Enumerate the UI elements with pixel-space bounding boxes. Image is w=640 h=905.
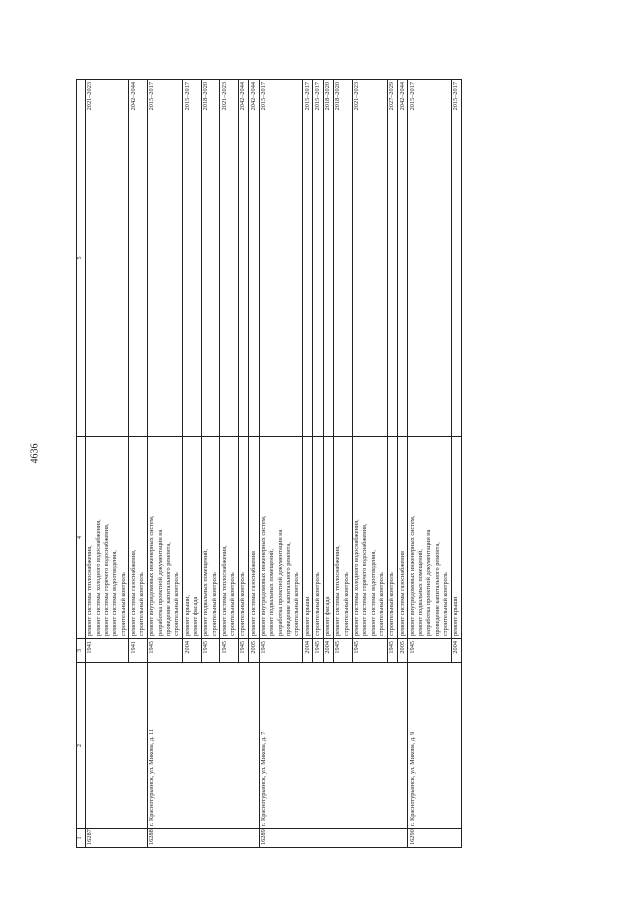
- work-description-cell: ремонт системы холодного водоснабжения, ремонт системы горячего водоснабжения, ремонт системы водоотведения, строительный контроль: [352, 437, 387, 639]
- building-number: 16289.: [259, 829, 408, 848]
- year-cell: 1945: [259, 639, 302, 663]
- table-row: [147, 80, 182, 848]
- building-number: 16288.: [147, 829, 259, 848]
- year-cell: 2005: [398, 639, 408, 663]
- period-cell: 2015–2017: [259, 80, 302, 437]
- period-cell: 2018–2020: [323, 80, 333, 437]
- year-cell: 1945: [147, 639, 182, 663]
- table-row: [408, 80, 451, 848]
- work-description-cell: ремонт крыши, ремонт фасада: [183, 437, 202, 639]
- header-col-4: 4: [77, 437, 86, 639]
- period-cell: 2018–2020: [333, 80, 352, 437]
- building-number: 16287.: [85, 829, 147, 848]
- year-cell: 1945: [201, 639, 220, 663]
- year-cell: 2004: [303, 639, 313, 663]
- building-address: г. Краснотурьинск, ул. Микова, д. 11: [147, 663, 259, 829]
- period-cell: 2015–2017: [451, 80, 461, 437]
- header-row: [77, 80, 86, 848]
- page-number: 4636: [29, 443, 41, 464]
- year-cell: 1941: [85, 639, 128, 663]
- period-cell: 2018–2020: [201, 80, 220, 437]
- period-cell: 2015–2017: [147, 80, 182, 437]
- year-cell: 2004: [451, 639, 461, 663]
- work-description-cell: ремонт системы теплоснабжения, строительный контроль: [220, 437, 239, 639]
- year-cell: 1945: [333, 639, 352, 663]
- work-description-cell: ремонт внутридомовых инженерных систем, ремонт подвальных помещений, разработка проектной документации на проведение капитального ремонта, строительный контроль: [408, 437, 451, 639]
- repair-schedule-table: [76, 79, 462, 848]
- year-cell: 1945: [313, 639, 323, 663]
- year-cell: 2004: [183, 639, 202, 663]
- period-cell: 2015–2017: [183, 80, 202, 437]
- work-description-cell: строительный контроль: [387, 437, 397, 639]
- period-cell: 2015–2017: [408, 80, 451, 437]
- header-col-3: 3: [77, 639, 86, 663]
- period-cell: 2015–2017: [313, 80, 323, 437]
- year-cell: 1945: [352, 639, 387, 663]
- year-cell: 1945: [220, 639, 239, 663]
- period-cell: 2021–2023: [220, 80, 239, 437]
- table-row: [259, 80, 302, 848]
- table-row: [85, 80, 128, 848]
- rotated-sheet: [76, 80, 600, 848]
- year-cell: 1945: [408, 639, 451, 663]
- work-description-cell: ремонт крыши: [303, 437, 313, 639]
- year-cell: 2004: [323, 639, 333, 663]
- header-col-1: 1: [77, 829, 86, 848]
- work-description-cell: ремонт крыши: [451, 437, 461, 639]
- work-description-cell: ремонт системы теплоснабжения, ремонт системы холодного водоснабжения, ремонт системы горячего водоснабжения, ремонт системы водоотведения, строительный контроль: [85, 437, 128, 639]
- building-address: г. Краснотурьинск, ул. Микова, д. 7: [259, 663, 408, 829]
- year-cell: 1945: [238, 639, 248, 663]
- work-description-cell: ремонт системы теплоснабжения, строительный контроль: [333, 437, 352, 639]
- work-description-cell: ремонт подвальных помещений, строительный контроль: [201, 437, 220, 639]
- period-cell: 2021–2023: [85, 80, 128, 437]
- header-col-2: 2: [77, 663, 86, 829]
- work-description-cell: ремонт системы газоснабжения, строительный контроль: [129, 437, 148, 639]
- work-description-cell: ремонт фасада: [323, 437, 333, 639]
- work-description-cell: ремонт внутридомовых инженерных систем, разработка проектной документации на проведение капитального ремонта, строительный контроль: [147, 437, 182, 639]
- building-address: [85, 663, 147, 829]
- period-cell: 2042–2044: [129, 80, 148, 437]
- work-description-cell: строительный контроль: [238, 437, 248, 639]
- period-cell: 2042–2044: [238, 80, 248, 437]
- period-cell: 2015–2017: [303, 80, 313, 437]
- work-description-cell: ремонт внутридомовых инженерных систем, ремонт подвальных помещений, разработка проектной документации на проведение капитального ремонта, строительный контроль: [259, 437, 302, 639]
- period-cell: 2021–2023: [352, 80, 387, 437]
- period-cell: 2042–2044: [398, 80, 408, 437]
- period-cell: 2042–2044: [249, 80, 259, 437]
- table-body: [85, 80, 461, 848]
- header-col-5: 5: [77, 80, 86, 437]
- period-cell: 2027–2029: [387, 80, 397, 437]
- year-cell: 2005: [249, 639, 259, 663]
- year-cell: 1945: [387, 639, 397, 663]
- building-address: г. Краснотурьинск, ул. Микова, д. 9: [408, 663, 462, 829]
- work-description-cell: ремонт системы газоснабжения: [398, 437, 408, 639]
- work-description-cell: ремонт системы газоснабжения: [249, 437, 259, 639]
- building-number: 16290.: [408, 829, 462, 848]
- year-cell: 1941: [129, 639, 148, 663]
- work-description-cell: строительный контроль: [313, 437, 323, 639]
